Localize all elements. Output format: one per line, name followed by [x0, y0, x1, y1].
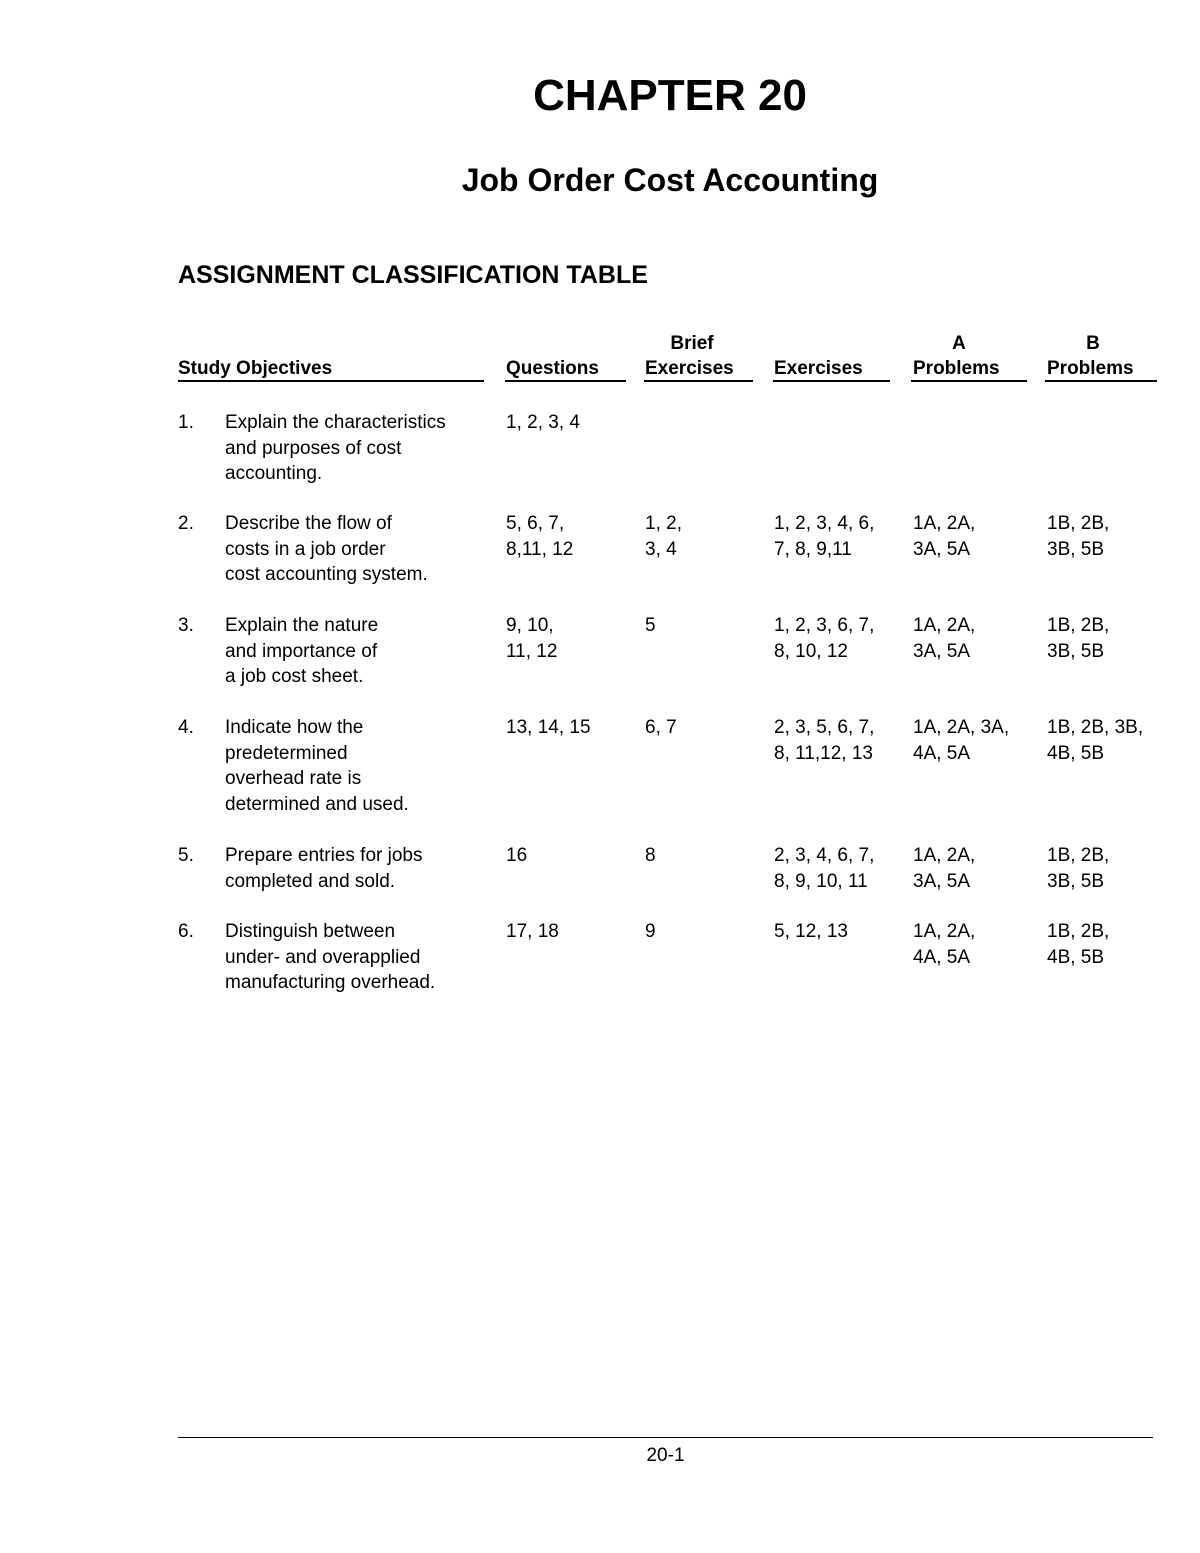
b-problems-cell: 1B, 2B, 3B, 5B	[1047, 615, 1110, 662]
brief-exercises-cell: 5	[645, 615, 656, 636]
header-a-problems: Problems	[913, 358, 1000, 379]
brief-exercises-cell: 8	[645, 845, 656, 866]
chapter-subtitle: Job Order Cost Accounting	[461, 162, 879, 198]
exercises-cell: 1, 2, 3, 6, 7, 8, 10, 12	[774, 615, 875, 662]
brief-exercises-cell: 9	[645, 921, 656, 942]
questions-cell: 17, 18	[506, 921, 559, 942]
header-exercises: Exercises	[774, 358, 863, 379]
header-rule-b	[1045, 380, 1157, 382]
objective-number: 5.	[178, 845, 194, 866]
header-rule-exercises	[773, 380, 890, 382]
header-rule-objectives	[178, 380, 484, 382]
exercises-cell: 2, 3, 4, 6, 7, 8, 9, 10, 11	[774, 845, 875, 892]
questions-cell: 16	[506, 845, 528, 866]
exercises-cell: 5, 12, 13	[774, 921, 848, 942]
objective-text: Indicate how the predetermined overhead rate is determined and used.	[225, 717, 409, 815]
header-rule-brief	[644, 380, 753, 382]
chapter-title: CHAPTER 20	[533, 71, 807, 120]
objective-number: 1.	[178, 412, 194, 433]
objective-text: Prepare entries for jobs completed and sold.	[225, 845, 423, 892]
objective-number: 2.	[178, 513, 194, 534]
a-problems-cell: 1A, 2A, 3A, 5A	[913, 845, 976, 892]
footer-rule	[178, 1437, 1153, 1438]
header-rule-questions	[505, 380, 626, 382]
header-rule-a	[911, 380, 1027, 382]
exercises-cell: 2, 3, 5, 6, 7, 8, 11,12, 13	[774, 717, 875, 764]
b-problems-cell: 1B, 2B, 3B, 5B	[1047, 513, 1110, 560]
exercises-cell: 1, 2, 3, 4, 6, 7, 8, 9,11	[774, 513, 875, 560]
header-questions: Questions	[506, 358, 599, 379]
objective-text: Explain the characteristics and purposes of cost accounting.	[225, 412, 446, 485]
table-heading: ASSIGNMENT CLASSIFICATION TABLE	[178, 261, 648, 289]
objective-text: Describe the flow of costs in a job order cost accounting system.	[225, 513, 428, 586]
a-problems-cell: 1A, 2A, 4A, 5A	[913, 921, 976, 968]
page-number: 20-1	[646, 1445, 685, 1466]
header-brief-exercises: Exercises	[645, 358, 734, 379]
header-study-objectives: Study Objectives	[178, 358, 333, 379]
questions-cell: 5, 6, 7, 8,11, 12	[506, 513, 574, 560]
header-b-problems: Problems	[1047, 358, 1134, 379]
a-problems-cell: 1A, 2A, 3A, 5A	[913, 615, 976, 662]
b-problems-cell: 1B, 2B, 4B, 5B	[1047, 921, 1110, 968]
objective-text: Distinguish between under- and overapplied manufacturing overhead.	[225, 921, 436, 994]
b-problems-cell: 1B, 2B, 3B, 5B	[1047, 845, 1110, 892]
header-brief-top: Brief	[670, 333, 714, 354]
brief-exercises-cell: 6, 7	[645, 717, 677, 738]
questions-cell: 13, 14, 15	[506, 717, 591, 738]
a-problems-cell: 1A, 2A, 3A, 4A, 5A	[913, 717, 1010, 764]
objective-number: 3.	[178, 615, 194, 636]
brief-exercises-cell: 1, 2, 3, 4	[645, 513, 682, 560]
objective-number: 6.	[178, 921, 194, 942]
objective-number: 4.	[178, 717, 194, 738]
b-problems-cell: 1B, 2B, 3B, 4B, 5B	[1047, 717, 1144, 764]
objective-text: Explain the nature and importance of a job cost sheet.	[225, 615, 379, 688]
a-problems-cell: 1A, 2A, 3A, 5A	[913, 513, 976, 560]
questions-cell: 9, 10, 11, 12	[506, 615, 558, 662]
header-a-top: A	[952, 333, 966, 354]
header-b-top: B	[1086, 333, 1100, 354]
questions-cell: 1, 2, 3, 4	[506, 412, 580, 433]
